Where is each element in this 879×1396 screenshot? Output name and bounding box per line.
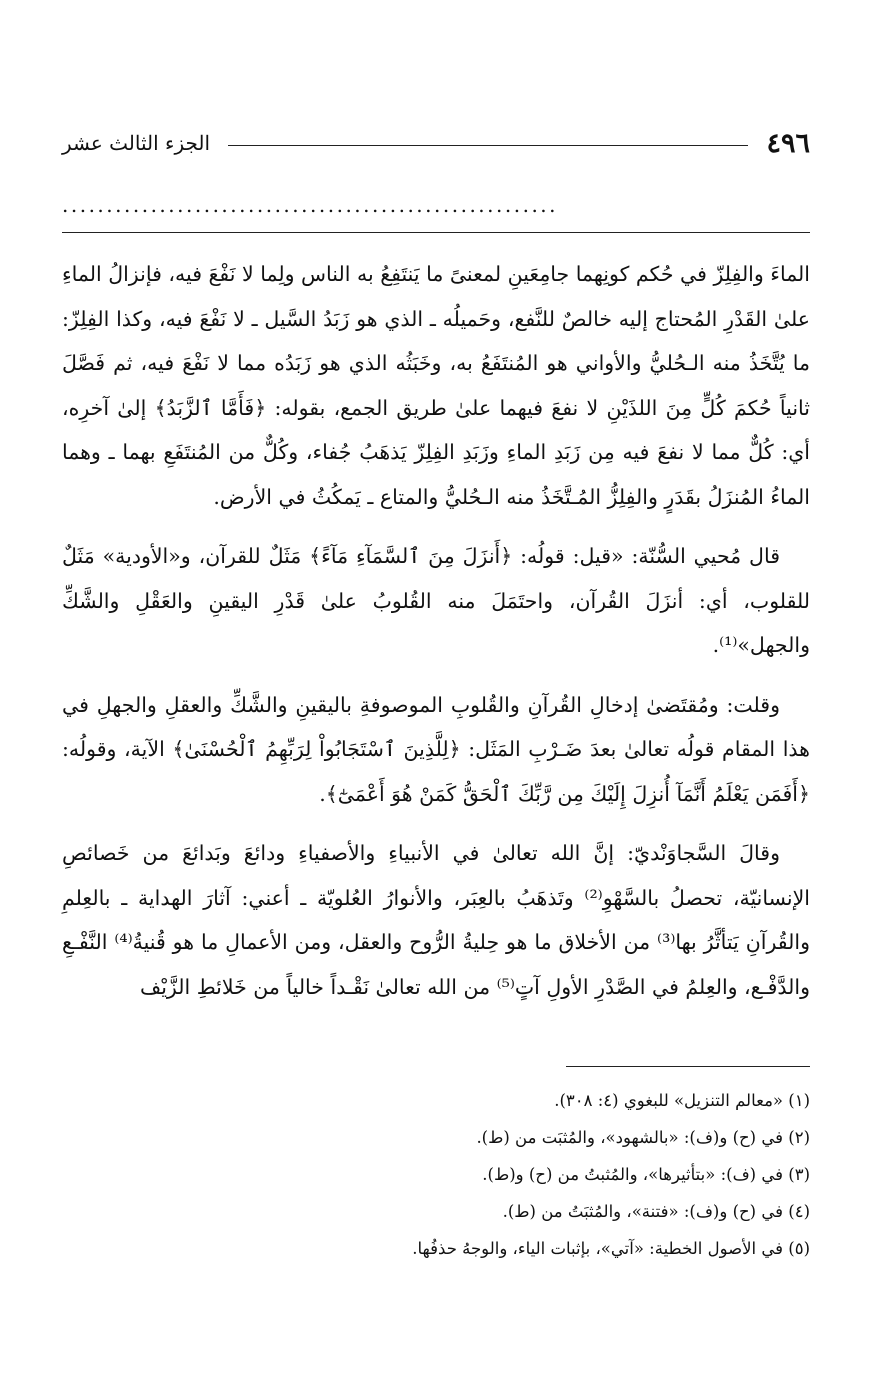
volume-title: الجزء الثالث عشر — [62, 131, 211, 155]
main-text — [62, 252, 810, 1024]
header-rule — [228, 145, 748, 146]
footnote: (٥) في الأصول الخطية: «آتي»، بإثبات الياء، والوجهُ حذفُها. — [412, 1239, 810, 1258]
page-header — [62, 123, 810, 163]
footnote-rule — [566, 1066, 810, 1067]
footnote: (٣) في (ف): «بتأثيرها»، والمُثبتُ من (ح) و(ط). — [482, 1165, 810, 1184]
footnote: (١) «معالم التنزيل» للبغوي (٤: ٣٠٨). — [554, 1091, 810, 1110]
paragraph: الماءَ والفِلِزّ في حُكم كونِهما جامِعَينِ لمعنىً ما يَنتَفِعُ به الناس ولِما لا نَفْعَ فيه، فإنزالُ الماءِ علىٰ القَدْرِ المُحتاج إليه خالصٌ للنَّفع، وحَميلُه ـ الذي هو زَبَدُ السَّيل ـ لا نَفْعَ فيه، وكذا الفِلِزّ: ما يُتَّخَذُ منه الـحُليُّ والأواني هو المُنتَفَعُ به، وخَبَثُه الذي هو زَبَدُه مما لا نَفْعَ فيه، ثم فَصَّلَ ثانياً حُكمَ كُلٍّ مِنَ اللذَيْنِ لا نفعَ فيهما علىٰ طريق الجمع، بقوله: ﴿فَأَمَّا ٱلزَّبَدُ﴾ إلىٰ آخرِه، أي: كُلٌّ مما لا نفعَ فيه مِن زَبَدِ الماءِ وزَبَدِ الفِلِزّ يَذهَبُ جُفاء، وكُلٌّ من المُنتَفَعِ بهما ـ وهما الماءُ المُنزَلُ بقَدَرٍ والفِلِزُّ المُـتَّخَذُ منه الـحُليُّ والمتاع ـ يَمكُثُ في الأرض. — [62, 262, 810, 509]
page-number: ٤٩٦ — [766, 127, 810, 159]
footnote: (٢) في (ح) و(ف): «بالشهود»، والمُثبَت من (ط). — [476, 1128, 810, 1147]
footnote: (٤) في (ح) و(ف): «فتنة»، والمُثبَتُ من (ط). — [502, 1202, 810, 1221]
paragraph: قال مُحيي السُّنّة: «قيل: قولُه: ﴿أَنزَلَ مِنَ ٱلسَّمَآءِ مَآءً﴾ مَثَلٌ للقرآن، و«الأودية» مَثَلٌ للقلوب، أي: أنزَلَ القُرآن، واحتَمَلَ منه القُلوبُ علىٰ قَدْرِ اليقينِ والعَقْلِ والشَّكِّ والجهل»⁽¹⁾. — [62, 544, 810, 657]
top-rule — [62, 232, 810, 233]
footnotes — [62, 1082, 810, 1267]
dotted-separator: ........................................................ — [62, 193, 559, 217]
paragraph: وقالَ السَّجاوَنْديّ: إنَّ الله تعالىٰ في الأنبياءِ والأصفياءِ ودائعَ وبَدائعَ من خَصائصِ الإنسانيّة، تحصلُ بالسَّهْوِ⁽²⁾ وتَذهَبُ بالعِبَر، والأنوارُ العُلويّة ـ أعني: آثارَ الهداية ـ بالعِلمِ والقُرآنِ يَتأثَّرُ بها⁽³⁾ من الأخلاق ما هو حِليةُ الرُّوح والعقل، ومن الأعمالِ ما هو قُنيةُ⁽⁴⁾ النَّفْـعِ والدَّفْـع، والعِلمُ في الصَّدْرِ الأولِ آتٍ⁽⁵⁾ من الله تعالىٰ نَقْـداً خالياً من خَلائطِ الزَّيْف — [62, 841, 810, 999]
paragraph: وقلت: ومُقتَضىٰ إدخالِ القُرآنِ والقُلوبِ الموصوفةِ باليقينِ والشَّكِّ والعقلِ والجهلِ في هذا المقام قولُه تعالىٰ بعدَ ضَـرْبِ المَثَل: ﴿لِلَّذِينَ ٱسْتَجَابُواْ لِرَبِّهِمُ ٱلْحُسْنَىٰ﴾ الآية، وقولُه: ﴿أَفَمَن يَعْلَمُ أَنَّمَآ أُنزِلَ إِلَيْكَ مِن رَّبِّكَ ٱلْحَقُّ كَمَنْ هُوَ أَعْمَىٰٓ﴾. — [62, 692, 810, 806]
